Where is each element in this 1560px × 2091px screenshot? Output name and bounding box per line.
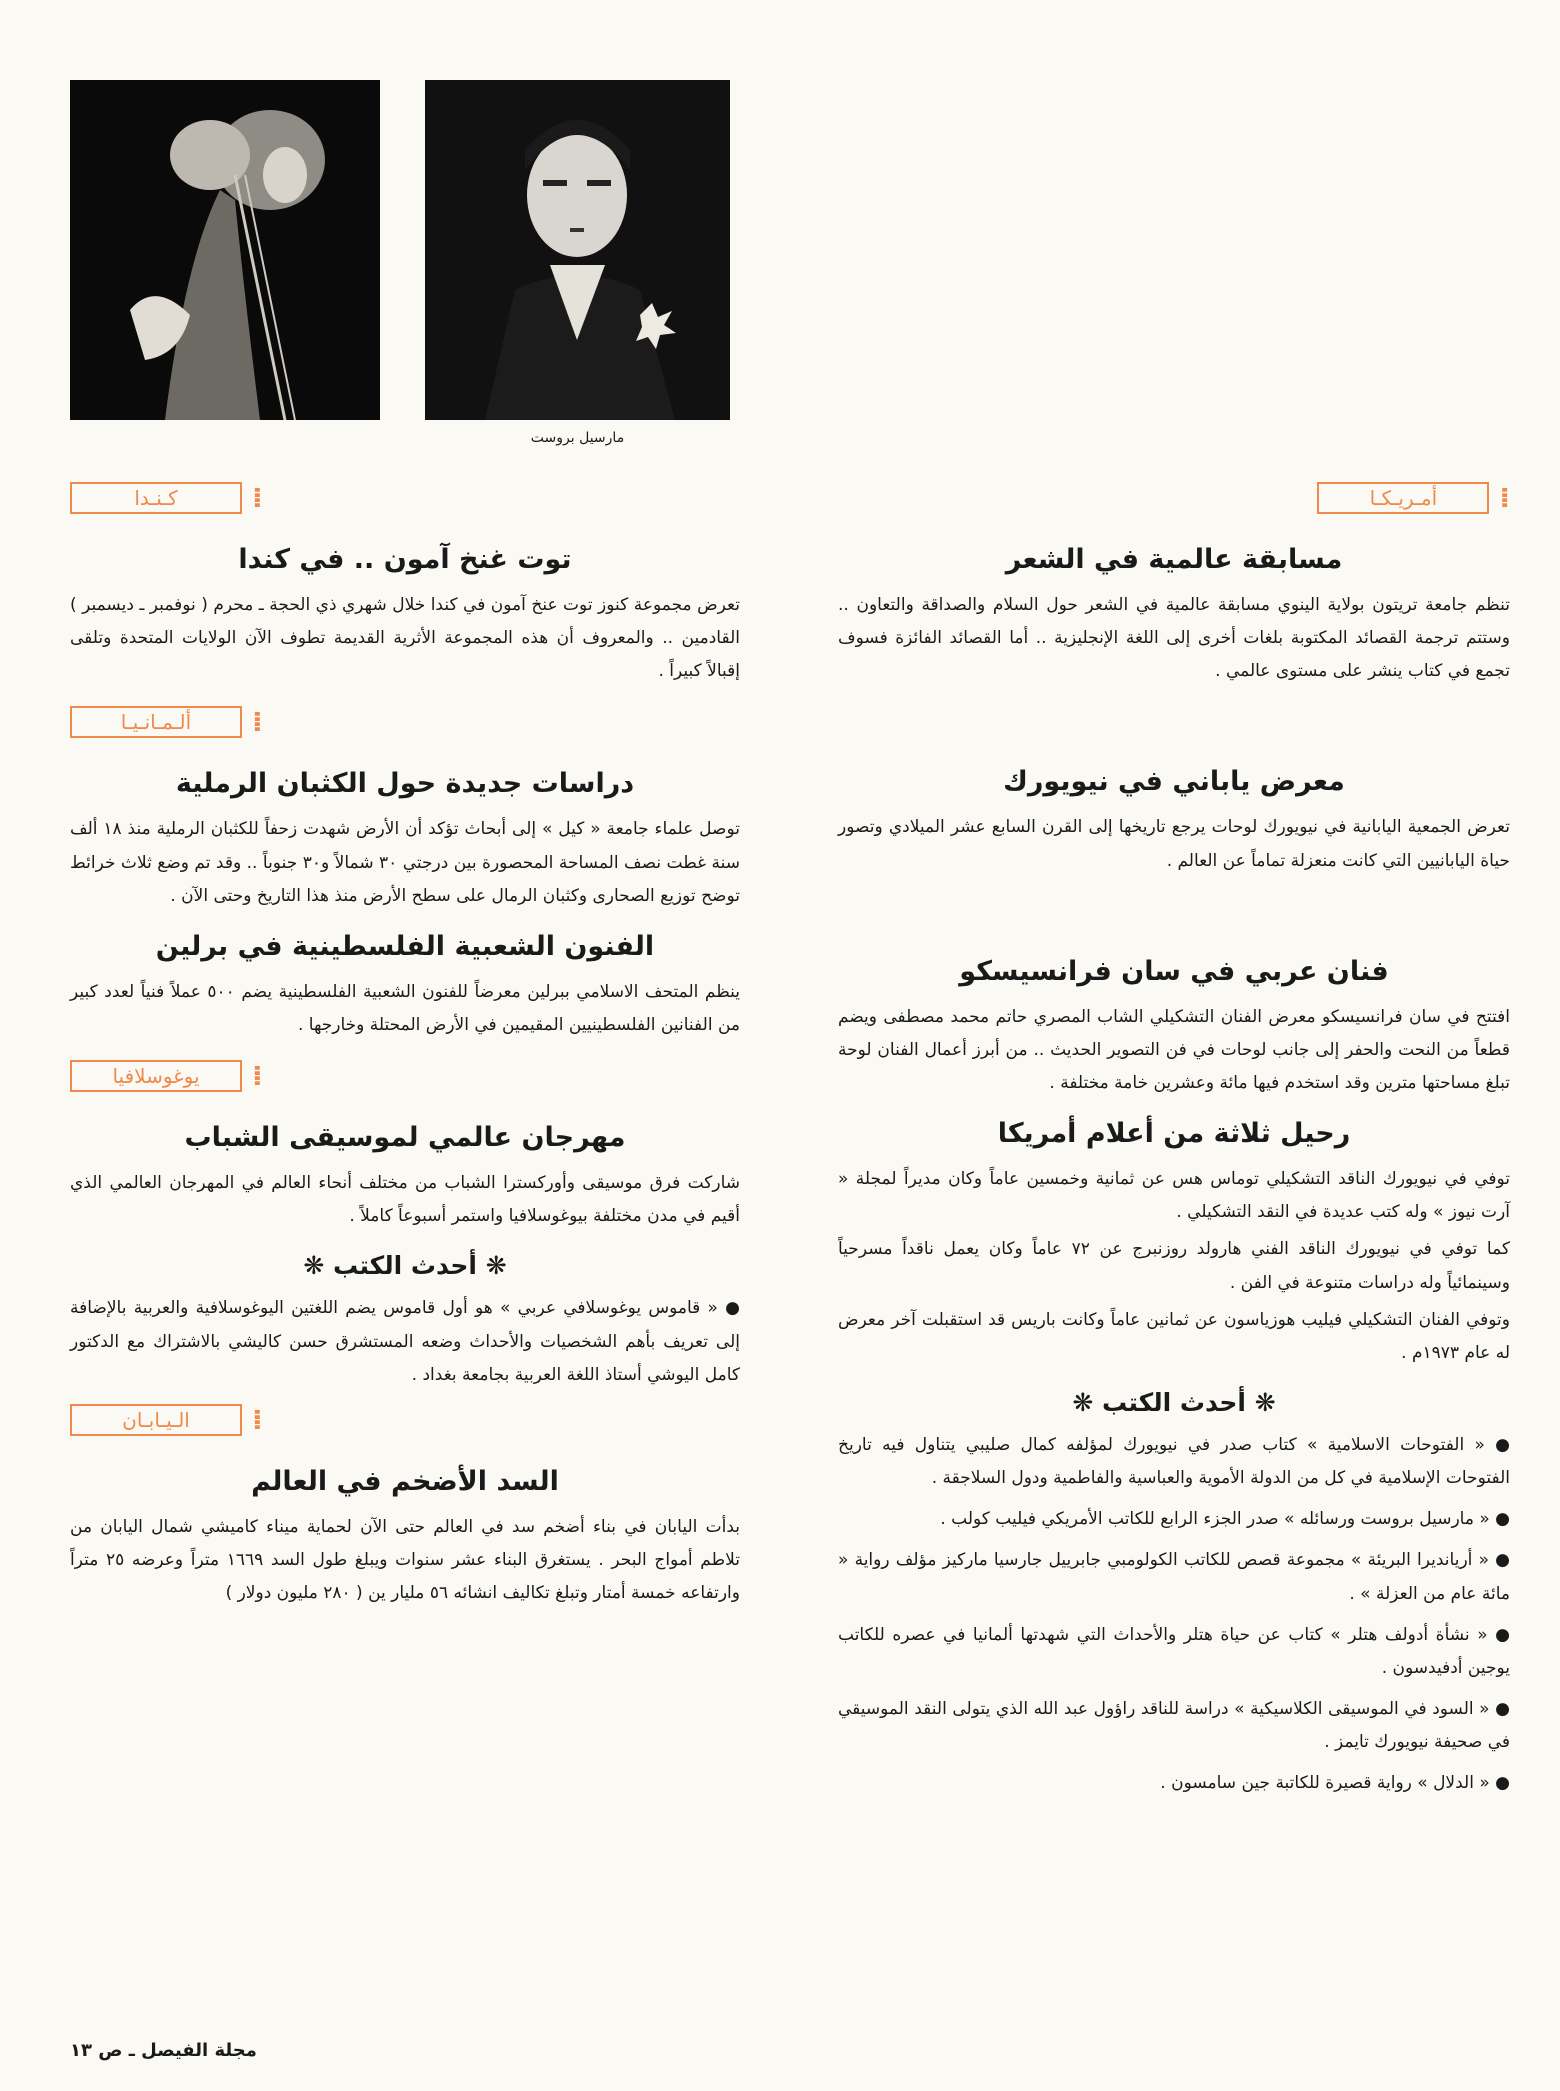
headline-poetry-competition: مسابقة عالمية في الشعر (1005, 544, 1343, 575)
book-item: ● « السود في الموسيقى الكلاسيكية » دراسة للناقد راؤول عبد الله الذي يتولى النقد الموسيقي في صحيفة نيويورك تايمز . (838, 1698, 1510, 1753)
book-item: ● « الفتوحات الاسلامية » كتاب صدر في نيويورك لمؤلفه كمال صليبي يتناول فيه تاريخ الفتوحات الإسلامية في كل من الدولة الأموية والعباسية والفاطمية ودول السلاجقة . (838, 1434, 1510, 1489)
article-palestinian-arts: ينظم المتحف الاسلامي ببرلين معرضاً للفنون الشعبية الفلسطينية يضم ٥٠٠ عملاً فنياً لعدد كبير من الفنانين الفلسطينيين المقيمين في الأرض المحتلة وخارجها . (70, 981, 741, 1035)
article-three-figures-3: وتوفي الفنان التشكيلي فيليب هوزياسون عن ثمانين عاماً وكانت باريس قد استقبلت آخر معرض له عام ١٩٧٣م . (838, 1309, 1510, 1363)
section-header-yugoslavia (70, 1060, 740, 1092)
latest-books-title: ❋ أحدث الكتب ❋ (1072, 1387, 1276, 1417)
book-item: ● « مارسيل بروست ورسائله » صدر الجزء الرابع للكاتب الأمريكي فيليب كولب . (940, 1509, 1510, 1530)
colon-ornament-icon: ⁞ (252, 1402, 263, 1436)
headline-youth-music: مهرجان عالمي لموسيقى الشباب (184, 1122, 626, 1154)
colon-ornament-icon: ⁞ (252, 481, 263, 514)
section-header-germany (70, 706, 740, 738)
photo-caption: مارسيل بروست (530, 430, 625, 446)
latest-books-title: ❋ أحدث الكتب ❋ (303, 1251, 507, 1281)
america-column (838, 470, 1510, 1808)
section-tag-canada: كـنـدا (70, 482, 242, 514)
section-header-canada (70, 482, 740, 514)
headline-arab-artist: فنان عربي في سان فرانسيسكو (959, 955, 1389, 987)
book-item: ● « الدلال » رواية قصيرة للكاتبة جين سامسون . (1160, 1773, 1510, 1794)
section-tag-japan: الـيـابـان (70, 1404, 242, 1436)
headline-sand-dunes: دراسات جديدة حول الكثبان الرملية (175, 768, 635, 800)
article-three-figures-1: توفي في نيويورك الناقد التشكيلي توماس هس عن ثمانية وخمسين عاماً وكان مديراً لمجلة « آرت نيوز » وله كتب عديدة في النقد التشكيلي . (838, 1169, 1510, 1223)
headline-largest-dam: السد الأضخم في العالم (251, 1465, 559, 1497)
marcel-proust-photo (425, 80, 730, 420)
article-poetry-competition: تنظم جامعة تريتون بولاية الينوي مسابقة عالمية في الشعر حول السلام والصداقة والتعاون .. وستتم ترجمة القصائد المكتوبة بلغات أخرى إلى اللغة الإنجليزية .. أما القصائد الفائزة فسوف تجمع في كتاب ينشر على مستوى عالمي . (838, 595, 1510, 682)
colon-ornament-icon: ⁞ (252, 1059, 263, 1093)
article-tutankhamun: تعرض مجموعة كنوز توت عنخ آمون في كندا خلال شهري ذي الحجة ـ محرم ( نوفمبر ـ ديسمبر ) القادمين .. والمعروف أن هذه المجموعة الأثرية القديمة تطوف الآن الولايات المتحدة وتلقى إقبالاً كبيراً . (70, 595, 740, 682)
headline-japanese-exhibition: معرض ياباني في نيويورك (1003, 766, 1345, 798)
section-header-america (838, 482, 1510, 514)
article-youth-music: شاركت فرق موسيقى وأوركسترا الشباب من مختلف أنحاء العالم في المهرجان العالمي الذي أقيم في مدن مختلفة بيوغوسلافيا واستمر أسبوعاً كاملاً . (70, 1173, 740, 1227)
colon-ornament-icon: ⁞ (252, 705, 263, 739)
section-tag-yugoslavia: يوغوسلافيا (70, 1060, 242, 1092)
section-tag-america: أمـريـكـا (1317, 482, 1489, 514)
colon-ornament-icon: ⁞ (1499, 481, 1510, 514)
article-largest-dam: بدأت اليابان في بناء أضخم سد في العالم حتى الآن لحماية ميناء كاميشي شمال اليابان من تلاطم أمواج البحر . يستغرق البناء عشر سنوات ويبلغ طول السد ١٦٦٩ متراً وعرضه ٢٥ متراً وارتفاعه خمسة أمتار وتبلغ تكاليف انشائه ٥٦ مليار ين ( ٢٨٠ مليون دولار ) (70, 1516, 740, 1604)
cellist-photo (70, 80, 380, 420)
world-column (70, 470, 740, 1628)
section-header-japan (70, 1404, 740, 1436)
page-folio: مجلة الفيصل ـ ص ١٣ (70, 2040, 257, 2061)
article-three-figures-2: كما توفي في نيويورك الناقد الفني هارولد روزنبرج عن ٧٢ عاماً وكان يعمل ناقداً مسرحياً وسينمائياً وله دراسات متنوعة في الفن . (838, 1239, 1510, 1293)
section-tag-germany: ألـمـانـيـا (70, 706, 242, 738)
headline-palestinian-arts: الفنون الشعبية الفلسطينية في برلين (155, 930, 655, 962)
book-item: ● « قاموس يوغوسلافي عربي » هو أول قاموس يضم اللغتين اليوغوسلافية والعربية بالإضافة إلى تعريف بأهم الشخصيات والأحداث وضعه المستشرق حسن كاليشي بالاشتراك مع الدكتور كامل اليوشي أستاذ اللغة العربية بجامعة بغداد . (70, 1298, 740, 1385)
article-arab-artist: افتتح في سان فرانسيسكو معرض الفنان التشكيلي الشاب المصري حاتم محمد مصطفى ويضم قطعاً من النحت والحفر إلى جانب لوحات في فن التصوير الحديث .. من أبرز أعمال الفنان لوحة تبلغ مساحتها مترين وقد استخدم فيها مائة وعشرين خامة مختلفة . (838, 1006, 1510, 1093)
book-item: ● « نشأة أدولف هتلر » كتاب عن حياة هتلر والأحداث التي شهدتها ألمانيا في عصره للكاتب يوجين أدفيدسون . (838, 1624, 1510, 1678)
article-japanese-exhibition: تعرض الجمعية اليابانية في نيويورك لوحات يرجع تاريخها إلى القرن السابع عشر الميلادي وتصور حياة اليابانيين التي كانت منعزلة تماماً عن العالم . (838, 817, 1510, 871)
book-item: ● « أريانديرا البريئة » مجموعة قصص للكاتب الكولومبي جابرييل جارسيا ماركيز مؤلف رواية « مائة عام من العزلة » . (838, 1550, 1510, 1604)
article-sand-dunes: توصل علماء جامعة « كيل » إلى أبحاث تؤكد أن الأرض شهدت زحفاً للكثبان الرملية منذ ١٨ ألف سنة غطت نصف المساحة المحصورة بين درجتي ٣٠ شمالاً و٣٠ جنوباً .. وقد تم وضع ثلاث خرائط توضح توزيع الصحارى وكثبان الرمال على سطح الأرض منذ هذا التاريخ وحتى الآن . (70, 819, 741, 906)
headline-three-figures: رحيل ثلاثة من أعلام أمريكا (997, 1118, 1351, 1150)
headline-tutankhamun: توت غنخ آمون .. في كندا (238, 544, 572, 575)
